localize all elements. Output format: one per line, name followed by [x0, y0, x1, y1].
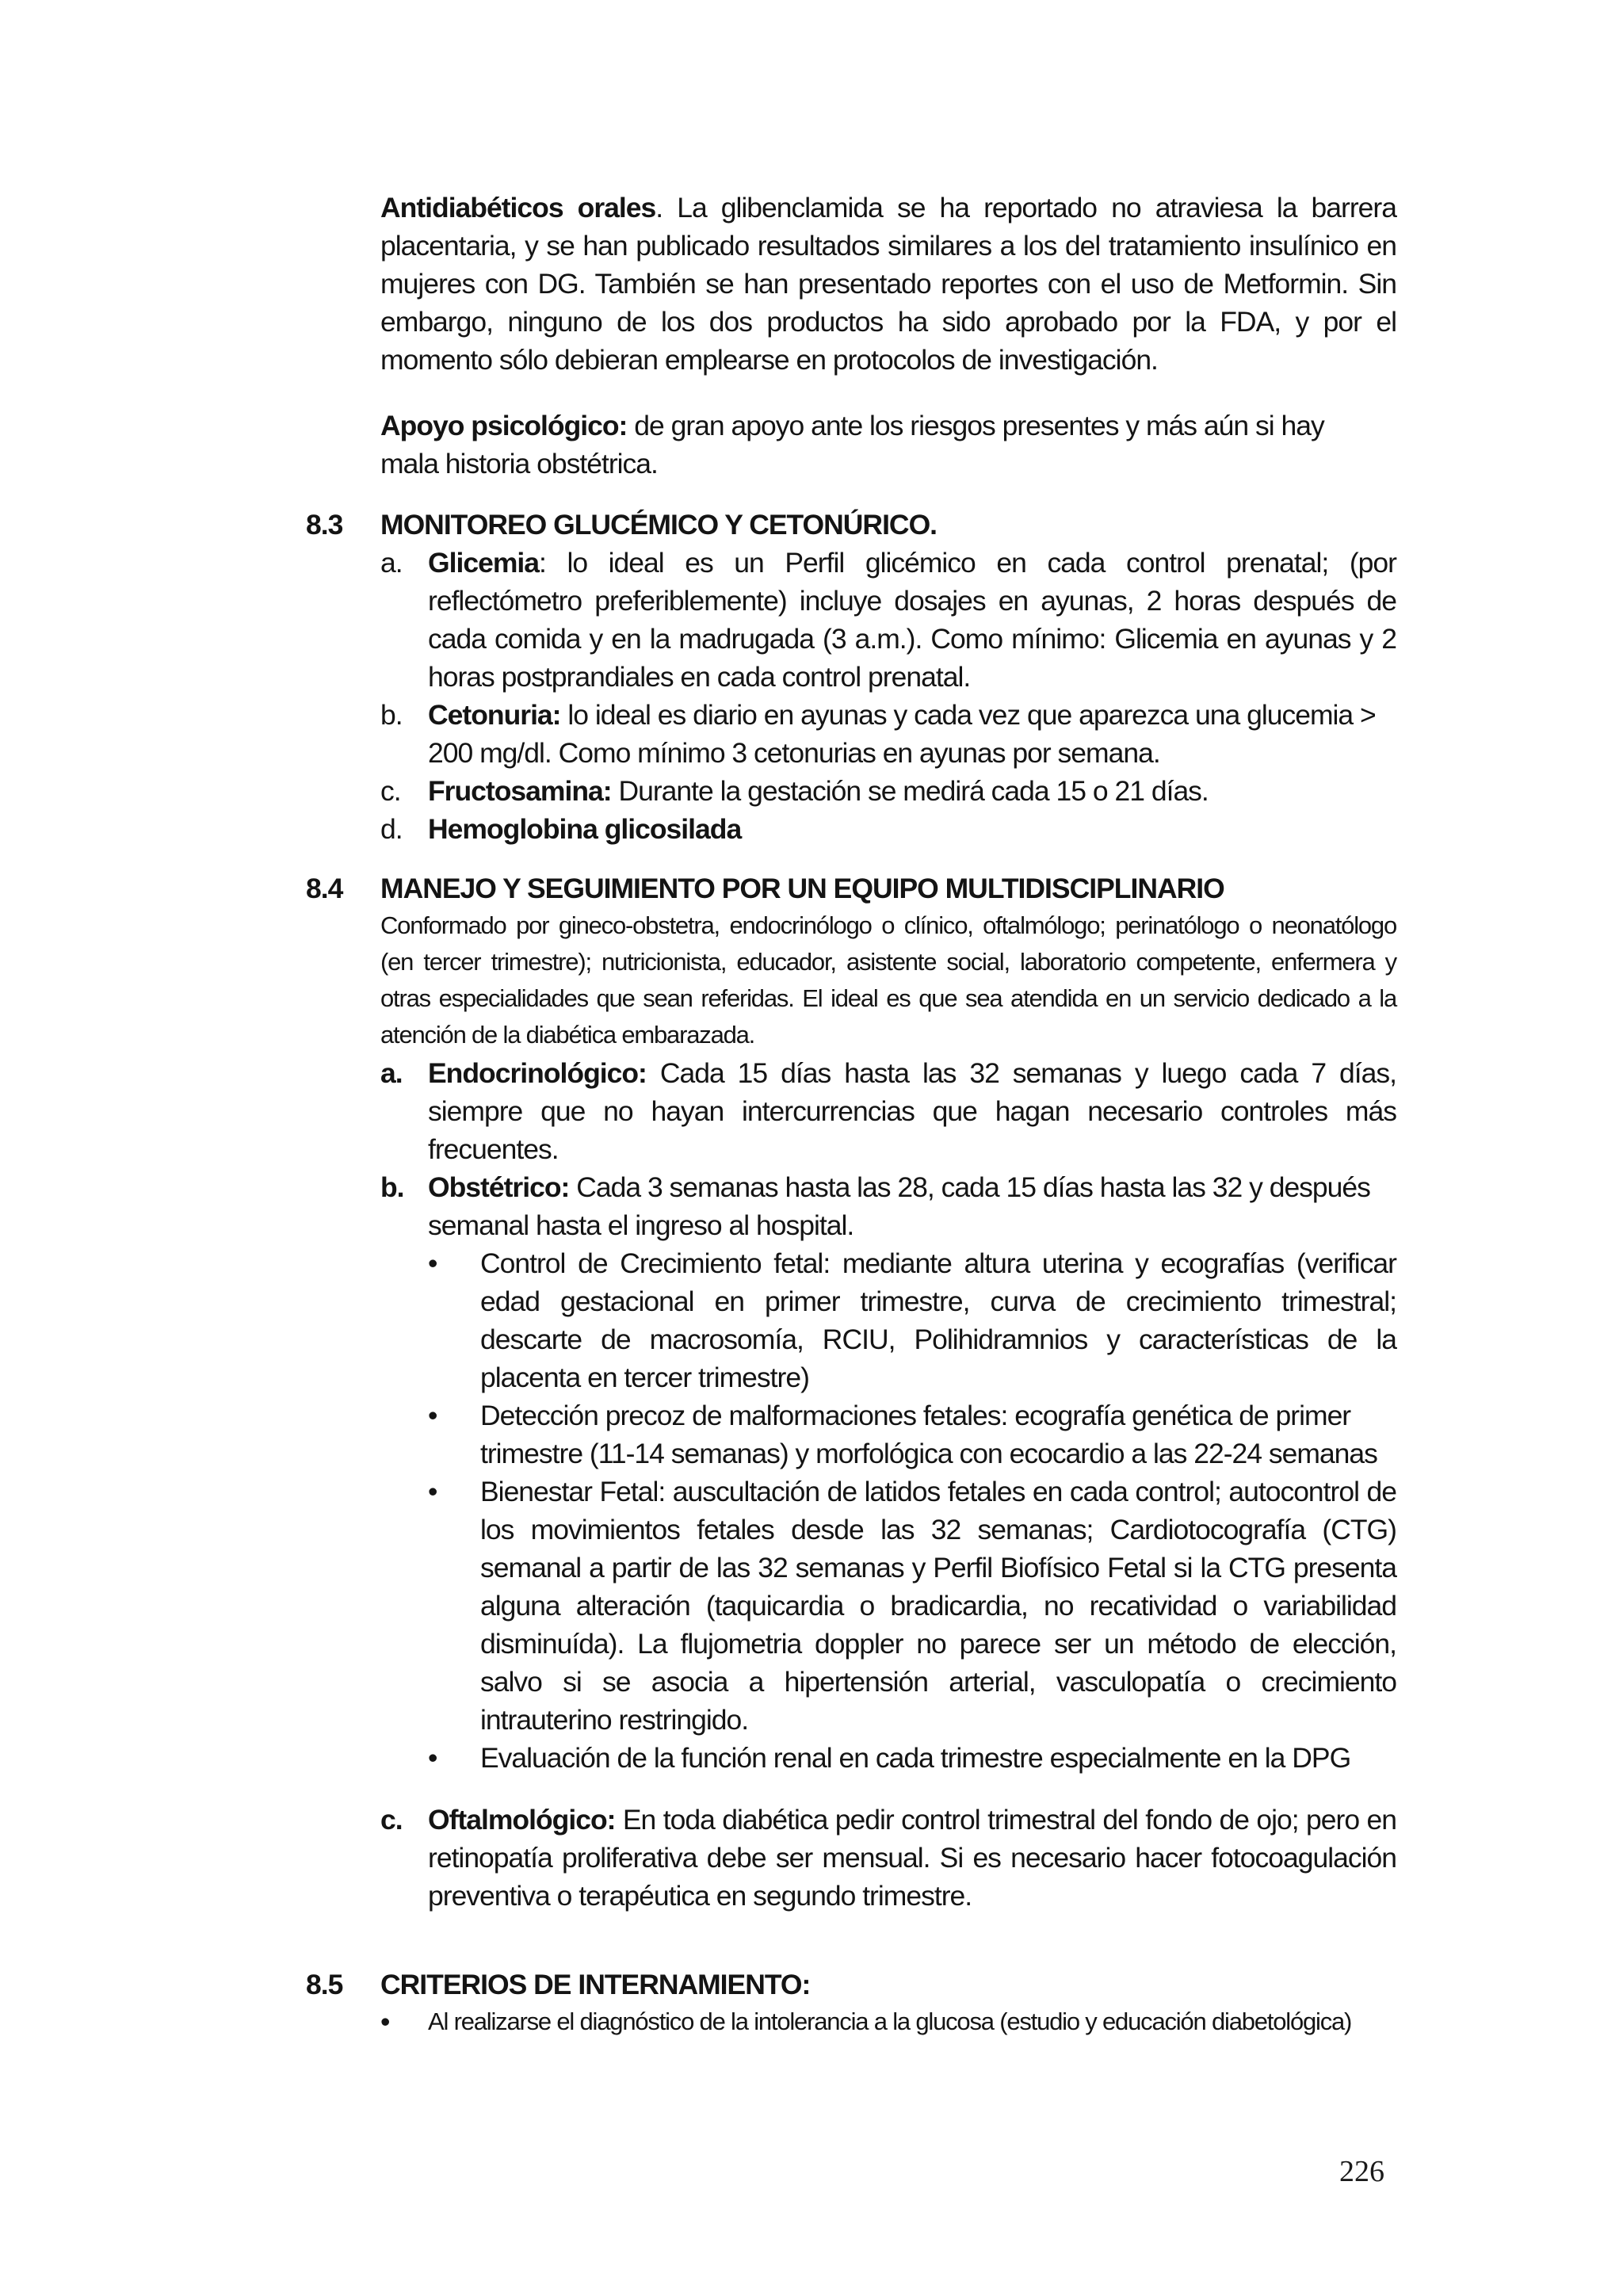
section-title: MONITOREO GLUCÉMICO Y CETONÚRICO. — [380, 509, 938, 541]
item-text: En toda diabética pedir control trimestral del fondo de ojo; pero en retinopatía proliferativa debe ser mensual. Si es necesario hacer fotocoagulación preventiva o terapéutica en segundo trimestre. — [428, 1804, 1396, 1912]
list-item-obstetric — [380, 1168, 1396, 1244]
bullet-item — [428, 1473, 1396, 1739]
list-glycemic-monitoring — [380, 544, 1396, 848]
bullet-list-obstetric-controls — [428, 1244, 1396, 1777]
list-marker: d. — [380, 813, 403, 845]
term: Obstétrico: — [428, 1171, 570, 1203]
bullet-item — [380, 2004, 1396, 2040]
list-marker: c. — [380, 1804, 403, 1836]
term-apoyo-psicologico: Apoyo psicológico: — [380, 410, 628, 441]
paragraph-team-composition: Conformado por gineco-obstetra, endocrinólogo o clínico, oftalmólogo; perinatólogo o neonatólogo (en tercer trimestre); nutricionista, educador, asistente social, laboratorio competente, enfermera y otras especialidades que sean referidas. El ideal es que sea atendida en un servicio dedicado a la atención de la diabética embarazada. — [380, 911, 1396, 1049]
item-text: lo ideal es diario en ayunas y cada vez que aparezca una glucemia > 200 mg/dl. Como mínimo 3 cetonurias en ayunas por semana. — [428, 699, 1376, 769]
term: Glicemia — [428, 547, 539, 579]
list-item — [380, 544, 1396, 696]
section-heading-8-4 — [306, 869, 1224, 907]
item-text: Cada 3 semanas hasta las 28, cada 15 días hasta las 32 y después semanal hasta el ingreso al hospital. — [428, 1171, 1370, 1241]
paragraph-text: de gran apoyo ante los riesgos presentes y más aún si hay mala historia obstétrica. — [380, 410, 1324, 479]
term: Endocrinológico: — [428, 1057, 647, 1089]
bullet-text: Control de Crecimiento fetal: mediante altura uterina y ecografías (verificar edad gestacional en primer trimestre, curva de crecimiento trimestral; descarte de macrosomía, RCIU, Polihidramnios y características de la placenta en tercer trimestre) — [480, 1247, 1396, 1393]
list-item-ophthalmological — [380, 1801, 1396, 1915]
bullet-text: Detección precoz de malformaciones fetales: ecografía genética de primer trimestre (11-14 semanas) y morfológica con ecocardio a las 22-24 semanas — [480, 1400, 1377, 1469]
section-title: CRITERIOS DE INTERNAMIENTO: — [380, 1969, 811, 2000]
term: Hemoglobina glicosilada — [428, 813, 742, 845]
bullet-icon: • — [428, 1400, 437, 1431]
item-text: : lo ideal es un Perfil glicémico en cada control prenatal; (por reflectómetro preferiblemente) incluye dosajes en ayunas, 2 horas después de cada comida y en la madrugada (3 a.m.). Como mínimo: Glicemia en ayunas y 2 horas postprandiales en cada control prenatal. — [428, 547, 1396, 693]
item-text: Cada 15 días hasta las 32 semanas y luego cada 7 días, siempre que no hayan intercurrencias que hagan necesario controles más frecuentes. — [428, 1057, 1396, 1165]
list-item — [380, 810, 1396, 848]
bullet-text: Bienestar Fetal: auscultación de latidos fetales en cada control; autocontrol de los movimientos fetales desde las 32 semanas; Cardiotocografía (CTG) semanal a partir de las 32 semanas y Perfil Biofísico Fetal si la CTG presenta alguna alteración (taquicardia o bradicardia, no recatividad o variabilidad disminuída). La flujometria doppler no parece ser un método de elección, salvo si se asocia a hipertensión arterial, vasculopatía o crecimiento intrauterino restringido. — [480, 1476, 1396, 1736]
section-number: 8.5 — [306, 1969, 343, 2000]
paragraph-oral-antidiabetics — [380, 189, 1396, 379]
section-heading-8-5 — [306, 1966, 810, 2004]
list-item — [380, 772, 1396, 810]
term: Cetonuria: — [428, 699, 561, 731]
bullet-text: Al realizarse el diagnóstico de la intolerancia a la glucosa (estudio y educación diabetológica) — [428, 2008, 1352, 2035]
list-marker: b. — [380, 1171, 404, 1203]
page-number: 226 — [1339, 2155, 1384, 2188]
paragraph-text: . La glibenclamida se ha reportado no atraviesa la barrera placentaria, y se han publicado resultados similares a los del tratamiento insulínico en mujeres con DG. También se han presentado reportes con el uso de Metformin. Sin embargo, ninguno de los dos productos ha sido aprobado por la FDA, y por el momento sólo debieran emplearse en protocolos de investigación. — [380, 192, 1396, 376]
term: Fructosamina: — [428, 775, 612, 807]
section-number: 8.3 — [306, 509, 343, 541]
bullet-text: Evaluación de la función renal en cada trimestre especialmente en la DPG — [480, 1742, 1351, 1774]
section-heading-8-3 — [306, 506, 937, 544]
list-item-endocrinological — [380, 1054, 1396, 1168]
list-admission-criteria — [380, 2004, 1396, 2040]
paragraph-psychological-support — [380, 407, 1347, 483]
term: Oftalmológico: — [428, 1804, 616, 1836]
bullet-item — [428, 1244, 1396, 1396]
section-title: MANEJO Y SEGUIMIENTO POR UN EQUIPO MULTIDISCIPLINARIO — [380, 873, 1224, 904]
list-marker: c. — [380, 775, 401, 807]
list-multidisciplinary-follow-up — [380, 1054, 1396, 1915]
bullet-icon: • — [428, 1476, 437, 1507]
bullet-icon: • — [428, 1742, 437, 1774]
section-number: 8.4 — [306, 873, 343, 904]
bullet-item — [428, 1396, 1396, 1473]
list-marker: a. — [380, 1057, 403, 1089]
list-marker: a. — [380, 547, 403, 579]
bullet-item — [428, 1739, 1396, 1777]
item-text: Durante la gestación se medirá cada 15 o 21 días. — [611, 775, 1209, 807]
bullet-icon: • — [380, 2006, 390, 2038]
term-antidiabeticos: Antidiabéticos orales — [380, 192, 656, 223]
list-item — [380, 696, 1396, 772]
bullet-icon: • — [428, 1247, 437, 1279]
list-marker: b. — [380, 699, 403, 731]
